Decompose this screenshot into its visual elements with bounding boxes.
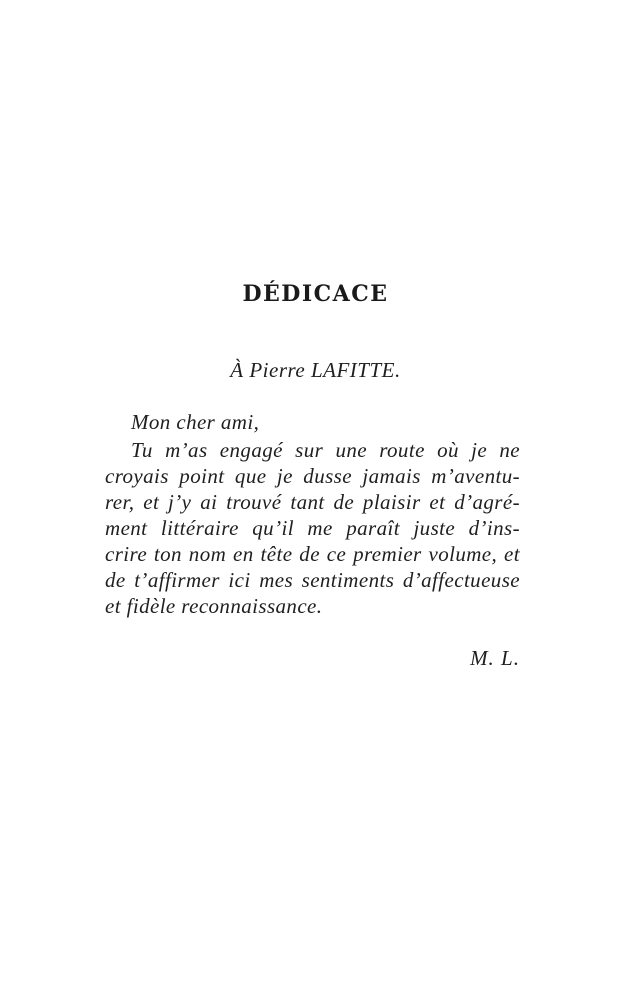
salutation: Mon cher ami, xyxy=(131,410,260,434)
body-line: de t’affirmer ici mes sentiments d’affectueuse xyxy=(105,568,520,592)
body-line: rer, et j’y ai trouvé tant de plaisir et d’agré- xyxy=(105,490,520,514)
body-line: crire ton nom en tête de ce premier volume, et xyxy=(105,542,520,566)
body-line: Tu m’as engagé sur une route où je ne xyxy=(131,438,520,462)
signature: M. L. xyxy=(470,646,520,670)
body-line: croyais point que je dusse jamais m’aventu- xyxy=(105,464,520,488)
body-line-last: et fidèle reconnaissance. xyxy=(105,594,323,618)
dedication-recipient: À Pierre LAFITTE. xyxy=(230,358,401,382)
body-line: ment littéraire qu’il me paraît juste d’ins- xyxy=(105,516,520,540)
page-title: DÉDICACE xyxy=(242,281,389,307)
